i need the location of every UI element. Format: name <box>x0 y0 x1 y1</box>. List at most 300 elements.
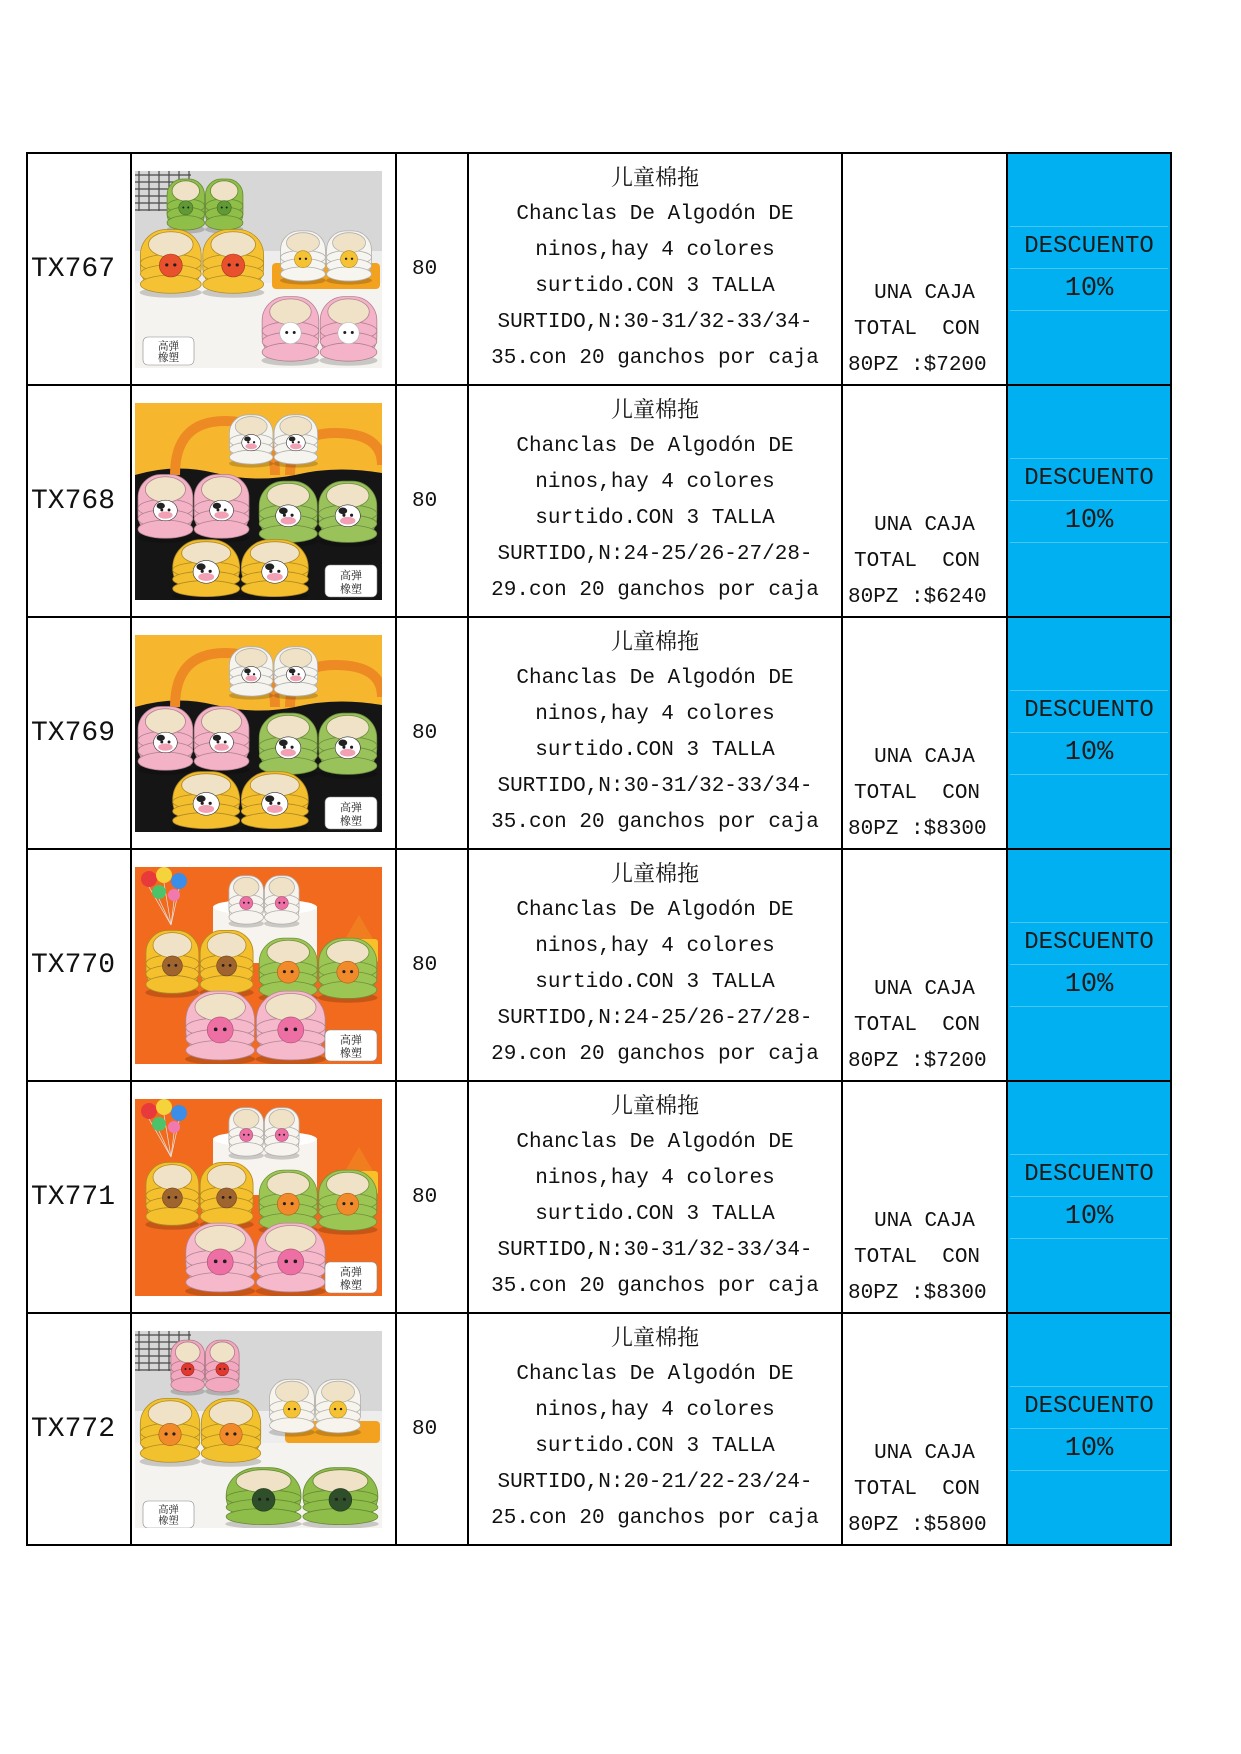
quantity: 80 <box>397 1082 469 1314</box>
decoration-eye <box>174 1196 177 1199</box>
decoration-eye <box>258 1497 261 1500</box>
cow-spot <box>213 734 221 740</box>
description-line: ninos,hay 4 colores <box>535 703 775 726</box>
decoration-eye <box>222 1196 225 1199</box>
material-badge <box>325 1030 377 1061</box>
slipper-lining <box>235 648 267 668</box>
discount-gridline <box>1010 774 1168 775</box>
slipper-ridge <box>256 1040 325 1059</box>
decoration-eye <box>253 673 255 675</box>
slipper-ridge <box>205 215 242 229</box>
slipper-ridge <box>262 342 319 360</box>
cow-spot <box>196 563 205 570</box>
slipper-lining <box>145 708 185 734</box>
slipper-lining <box>333 232 366 252</box>
decoration-eye <box>224 740 227 743</box>
slipper-lining <box>153 1164 192 1189</box>
description-line: ninos,hay 4 colores <box>535 239 775 262</box>
cow-spot <box>289 436 296 441</box>
slipper-ridge <box>200 1207 253 1225</box>
face-decoration <box>278 1248 304 1274</box>
description-line: Chanclas De Algodón DE <box>516 1131 794 1154</box>
face-decoration <box>207 1016 233 1042</box>
decoration-eye <box>335 1497 338 1500</box>
discount-value: 10% <box>1064 1202 1114 1232</box>
decoration-eye <box>284 1027 288 1031</box>
slipper-ridge <box>194 520 249 538</box>
material-badge <box>325 797 377 829</box>
decoration-eye <box>283 901 285 903</box>
decoration-eye <box>350 1202 353 1205</box>
description-title: 儿童棉拖 <box>610 862 699 887</box>
badge-text: 高弹 <box>340 1265 362 1279</box>
description-title: 儿童棉拖 <box>610 630 699 655</box>
decoration-eye <box>219 1368 221 1370</box>
face-decoration <box>179 200 193 214</box>
cow-spot <box>338 507 347 514</box>
cow-spot <box>279 507 288 514</box>
face-decoration <box>338 322 359 343</box>
decoration-eye <box>292 441 294 443</box>
description-line: Chanclas De Algodón DE <box>516 435 794 458</box>
description-title: 儿童棉拖 <box>610 398 699 423</box>
decoration-eye <box>298 441 300 443</box>
decoration-eye <box>351 257 353 259</box>
price-info <box>843 386 1008 618</box>
cow-muzzle <box>158 511 172 518</box>
discount-gridline <box>1010 542 1168 543</box>
description-line: 29.con 20 ganchos por caja <box>491 1043 819 1066</box>
cow-muzzle <box>267 572 283 580</box>
discount-value: 10% <box>1064 738 1114 768</box>
decoration-eye <box>229 964 232 967</box>
slipper-lining <box>202 476 242 502</box>
discount-cell <box>1008 386 1172 618</box>
face-decoration <box>159 1423 181 1445</box>
decoration-eye <box>342 970 345 973</box>
slipper-lining <box>235 416 267 436</box>
product-photo <box>135 635 382 832</box>
cow-spot <box>265 795 274 802</box>
slipper-ridge <box>194 752 249 770</box>
discount-label: DESCUENTO <box>1024 465 1154 492</box>
slipper-lining <box>207 1164 246 1189</box>
face-decoration <box>240 896 253 909</box>
product-code: TX772 <box>28 1314 132 1546</box>
decoration-eye <box>228 263 231 266</box>
decoration-eye <box>253 441 255 443</box>
slipper-lining <box>275 1381 308 1402</box>
price-info <box>843 154 1008 386</box>
slipper-ridge <box>229 450 273 464</box>
face-decoration <box>222 254 245 277</box>
product-photo-cell <box>132 1082 397 1314</box>
decoration-eye <box>292 673 294 675</box>
decoration-eye <box>342 513 345 516</box>
description-line: surtido.CON 3 TALLA <box>535 739 775 762</box>
price-line: TOTAL CON <box>854 1014 981 1037</box>
price-line: TOTAL CON <box>854 550 981 573</box>
slipper-lining <box>175 1341 200 1362</box>
discount-gridline <box>1010 310 1168 311</box>
slipper-ridge <box>200 975 253 993</box>
face-decoration <box>278 1016 304 1042</box>
face-decoration <box>162 1187 182 1207</box>
cow-spot <box>338 739 347 746</box>
decoration-eye <box>224 1368 226 1370</box>
slipper-ridge <box>186 1040 255 1059</box>
price-total: 80PZ :$7200 <box>848 354 987 377</box>
cow-muzzle <box>198 804 214 812</box>
description <box>469 1314 843 1546</box>
decoration-eye <box>233 1432 236 1435</box>
discount-cell <box>1008 618 1172 850</box>
slipper-lining <box>209 1400 253 1426</box>
discount-value: 10% <box>1064 1434 1114 1464</box>
product-photo <box>135 403 382 600</box>
face-decoration <box>159 254 182 277</box>
decoration-eye <box>343 331 346 334</box>
slipper-ridge <box>205 1377 239 1392</box>
cow-muzzle <box>245 675 257 681</box>
face-decoration <box>277 1193 299 1215</box>
decoration-eye <box>277 569 280 572</box>
slipper-ridge <box>229 910 264 924</box>
decoration-eye <box>334 1407 336 1409</box>
price-total: 80PZ :$8300 <box>848 1282 987 1305</box>
slipper-ridge <box>327 266 372 280</box>
description <box>469 1082 843 1314</box>
price-info <box>843 1082 1008 1314</box>
description-line: Chanclas De Algodón DE <box>516 899 794 922</box>
product-photo-cell <box>132 386 397 618</box>
description-line: 25.con 20 ganchos por caja <box>491 1507 819 1530</box>
decoration-eye <box>165 263 168 266</box>
slipper-lining <box>210 1341 235 1362</box>
slipper-ridge <box>146 975 199 993</box>
price-info <box>843 850 1008 1082</box>
slipper-lining <box>267 715 310 739</box>
slipper-ridge <box>256 1272 325 1291</box>
price-total: 80PZ :$8300 <box>848 818 987 841</box>
decoration-eye <box>298 673 300 675</box>
slipper-ridge <box>280 266 325 280</box>
slipper-lining <box>280 416 312 436</box>
decoration-eye <box>209 801 212 804</box>
slipper-ridge <box>146 1207 199 1225</box>
badge-text: 高弹 <box>340 568 362 582</box>
slipper-lining <box>269 877 294 896</box>
decoration-eye <box>247 673 249 675</box>
cow-spot <box>289 668 296 673</box>
quantity: 80 <box>397 850 469 1082</box>
discount-gridline <box>1010 1238 1168 1239</box>
decoration-eye <box>269 569 272 572</box>
face-decoration <box>217 1187 237 1207</box>
decoration-eye <box>283 1133 285 1135</box>
description-line: Chanclas De Algodón DE <box>516 203 794 226</box>
discount-label: DESCUENTO <box>1024 1393 1154 1420</box>
material-badge <box>143 337 194 365</box>
decoration-eye <box>294 1027 298 1031</box>
price-total: 80PZ :$5800 <box>848 1514 987 1537</box>
decoration-eye <box>182 206 184 208</box>
slipper-lining <box>326 715 369 739</box>
decoration-eye <box>293 331 296 334</box>
face-decoration <box>275 1128 288 1141</box>
decoration-eye <box>342 745 345 748</box>
balloon <box>156 867 172 883</box>
decoration-eye <box>248 901 250 903</box>
cow-spot <box>244 668 251 673</box>
price-line: UNA CAJA <box>874 1442 975 1465</box>
description-line: 35.con 20 ganchos por caja <box>491 1275 819 1298</box>
decoration-eye <box>278 1133 280 1135</box>
product-photo <box>135 867 382 1064</box>
product-code: TX770 <box>28 850 132 1082</box>
decoration-eye <box>305 257 307 259</box>
badge-text: 高弹 <box>157 338 180 352</box>
face-decoration <box>216 1363 229 1376</box>
cow-muzzle <box>281 748 296 756</box>
product-code: TX771 <box>28 1082 132 1314</box>
slipper-lining <box>326 1172 369 1196</box>
description-line: surtido.CON 3 TALLA <box>535 1435 775 1458</box>
product-code: TX769 <box>28 618 132 850</box>
slipper-ridge <box>274 450 318 464</box>
slipper-lining <box>267 483 310 507</box>
description-line: SURTIDO,N:30-31/32-33/34- <box>497 311 813 334</box>
slipper-ridge <box>167 215 204 229</box>
product-photo-cell <box>132 850 397 1082</box>
decoration-eye <box>291 745 294 748</box>
decoration-eye <box>266 1497 269 1500</box>
quantity: 80 <box>397 386 469 618</box>
decoration-eye <box>229 1196 232 1199</box>
price-line: UNA CAJA <box>874 746 975 769</box>
slipper-lining <box>267 940 310 964</box>
decoration-eye <box>342 1202 345 1205</box>
decoration-eye <box>294 1407 296 1409</box>
price-line: UNA CAJA <box>874 1210 975 1233</box>
price-info <box>843 1314 1008 1546</box>
decoration-eye <box>201 569 204 572</box>
decoration-eye <box>187 206 189 208</box>
face-decoration <box>240 1128 253 1141</box>
description-line: ninos,hay 4 colores <box>535 935 775 958</box>
face-decoration <box>337 961 359 983</box>
decoration-eye <box>278 901 280 903</box>
face-decoration <box>181 1363 194 1376</box>
cow-spot <box>213 502 221 508</box>
product-photo <box>135 171 382 368</box>
decoration-eye <box>340 1407 342 1409</box>
decoration-eye <box>269 801 272 804</box>
discount-cell <box>1008 1314 1172 1546</box>
face-decoration <box>217 955 237 975</box>
decoration-eye <box>217 508 220 511</box>
quantity: 80 <box>397 154 469 386</box>
decoration-eye <box>226 206 228 208</box>
face-decoration <box>330 1401 347 1418</box>
decoration-eye <box>184 1368 186 1370</box>
product-photo-cell <box>132 618 397 850</box>
description <box>469 154 843 386</box>
decoration-eye <box>201 801 204 804</box>
product-photo <box>135 1331 382 1528</box>
slipper-ridge <box>269 1417 314 1432</box>
slipper-ridge <box>319 525 377 542</box>
price-info <box>843 618 1008 850</box>
face-decoration <box>280 322 301 343</box>
decoration-eye <box>299 257 301 259</box>
decoration-eye <box>217 740 220 743</box>
badge-text: 高弹 <box>340 800 362 814</box>
slipper-ridge <box>264 1142 299 1156</box>
slipper-ridge <box>138 520 193 538</box>
discount-value: 10% <box>1064 506 1114 536</box>
price-line: TOTAL CON <box>854 1246 981 1269</box>
slipper-lining <box>207 932 246 957</box>
decoration-eye <box>291 513 294 516</box>
slipper-ridge <box>203 275 264 293</box>
decoration-eye <box>165 1432 168 1435</box>
quantity: 80 <box>397 618 469 850</box>
decoration-eye <box>350 970 353 973</box>
discount-cell <box>1008 1082 1172 1314</box>
slipper-lining <box>322 1381 355 1402</box>
slipper-lining <box>234 1109 259 1128</box>
slipper-lining <box>328 298 370 324</box>
face-decoration <box>252 1488 275 1511</box>
discount-label: DESCUENTO <box>1024 1161 1154 1188</box>
decoration-eye <box>247 441 249 443</box>
slipper-lining <box>145 476 185 502</box>
cow-muzzle <box>158 743 172 750</box>
material-badge <box>325 1262 377 1293</box>
slipper-lining <box>326 483 369 507</box>
slipper-lining <box>280 648 312 668</box>
discount-cell <box>1008 154 1172 386</box>
discount-cell <box>1008 850 1172 1082</box>
decoration-eye <box>243 1133 245 1135</box>
product-photo <box>135 1099 382 1296</box>
slipper-lining <box>172 180 199 200</box>
slipper-ridge <box>319 1213 377 1230</box>
slipper-lining <box>269 1109 294 1128</box>
discount-value: 10% <box>1064 970 1114 1000</box>
price-line: TOTAL CON <box>854 318 981 341</box>
badge-text: 橡塑 <box>340 582 362 596</box>
badge-text: 橡塑 <box>158 1514 179 1527</box>
cow-muzzle <box>267 804 283 812</box>
balloon <box>152 1117 166 1131</box>
slipper-ridge <box>319 757 377 774</box>
product-photo-cell <box>132 154 397 386</box>
price-total: 80PZ :$6240 <box>848 586 987 609</box>
decoration-eye <box>167 1196 170 1199</box>
slipper-ridge <box>319 981 377 998</box>
description-line: surtido.CON 3 TALLA <box>535 507 775 530</box>
description-line: surtido.CON 3 TALLA <box>535 1203 775 1226</box>
slipper-lining <box>234 877 259 896</box>
cow-spot <box>244 436 251 441</box>
cow-spot <box>265 563 274 570</box>
decoration-eye <box>283 970 286 973</box>
face-decoration <box>162 955 182 975</box>
price-line: UNA CAJA <box>874 978 975 1001</box>
description-line: 35.con 20 ganchos por caja <box>491 811 819 834</box>
decoration-eye <box>288 1407 290 1409</box>
face-decoration <box>220 1423 242 1445</box>
slipper-ridge <box>274 682 318 696</box>
product-photo-cell <box>132 1314 397 1546</box>
description-line: SURTIDO,N:24-25/26-27/28- <box>497 543 813 566</box>
description <box>469 386 843 618</box>
product-code: TX767 <box>28 154 132 386</box>
slipper-ridge <box>138 752 193 770</box>
discount-value: 10% <box>1064 274 1114 304</box>
decoration-eye <box>189 1368 191 1370</box>
slipper-ridge <box>229 1142 264 1156</box>
slipper-lining <box>153 932 192 957</box>
cow-muzzle <box>214 743 228 750</box>
slipper-lining <box>326 940 369 964</box>
slipper-ridge <box>201 1444 260 1462</box>
price-line: TOTAL CON <box>854 1478 981 1501</box>
slipper-ridge <box>264 910 299 924</box>
description-title: 儿童棉拖 <box>610 1326 699 1351</box>
decoration-eye <box>283 513 286 516</box>
price-total: 80PZ :$7200 <box>848 1050 987 1073</box>
description <box>469 618 843 850</box>
badge-text: 橡塑 <box>157 350 180 364</box>
description-line: 29.con 20 ganchos por caja <box>491 579 819 602</box>
slipper-ridge <box>140 1444 199 1462</box>
decoration-eye <box>173 263 176 266</box>
decoration-eye <box>294 1259 298 1263</box>
slipper-lining <box>211 231 256 257</box>
decoration-eye <box>221 206 223 208</box>
decoration-eye <box>174 964 177 967</box>
decoration-eye <box>225 1432 228 1435</box>
slipper-lining <box>267 1172 310 1196</box>
description <box>469 850 843 1082</box>
material-badge <box>325 565 377 597</box>
description-line: SURTIDO,N:30-31/32-33/34- <box>497 1239 813 1262</box>
decoration-eye <box>236 263 239 266</box>
description-line: ninos,hay 4 colores <box>535 1167 775 1190</box>
cow-muzzle <box>245 443 257 449</box>
cow-muzzle <box>198 572 214 580</box>
product-code: TX768 <box>28 386 132 618</box>
cow-spot <box>279 739 288 746</box>
description-line: SURTIDO,N:24-25/26-27/28- <box>497 1007 813 1030</box>
face-decoration <box>217 200 231 214</box>
decoration-eye <box>168 508 171 511</box>
price-line: TOTAL CON <box>854 782 981 805</box>
face-decoration <box>337 1193 359 1215</box>
slipper-lining <box>202 708 242 734</box>
cow-muzzle <box>281 516 296 524</box>
balloon <box>156 1099 172 1115</box>
decoration-eye <box>172 1432 175 1435</box>
description-line: surtido.CON 3 TALLA <box>535 275 775 298</box>
balloon <box>171 873 187 889</box>
cow-muzzle <box>290 675 302 681</box>
decoration-eye <box>283 1202 286 1205</box>
decoration-eye <box>291 970 294 973</box>
